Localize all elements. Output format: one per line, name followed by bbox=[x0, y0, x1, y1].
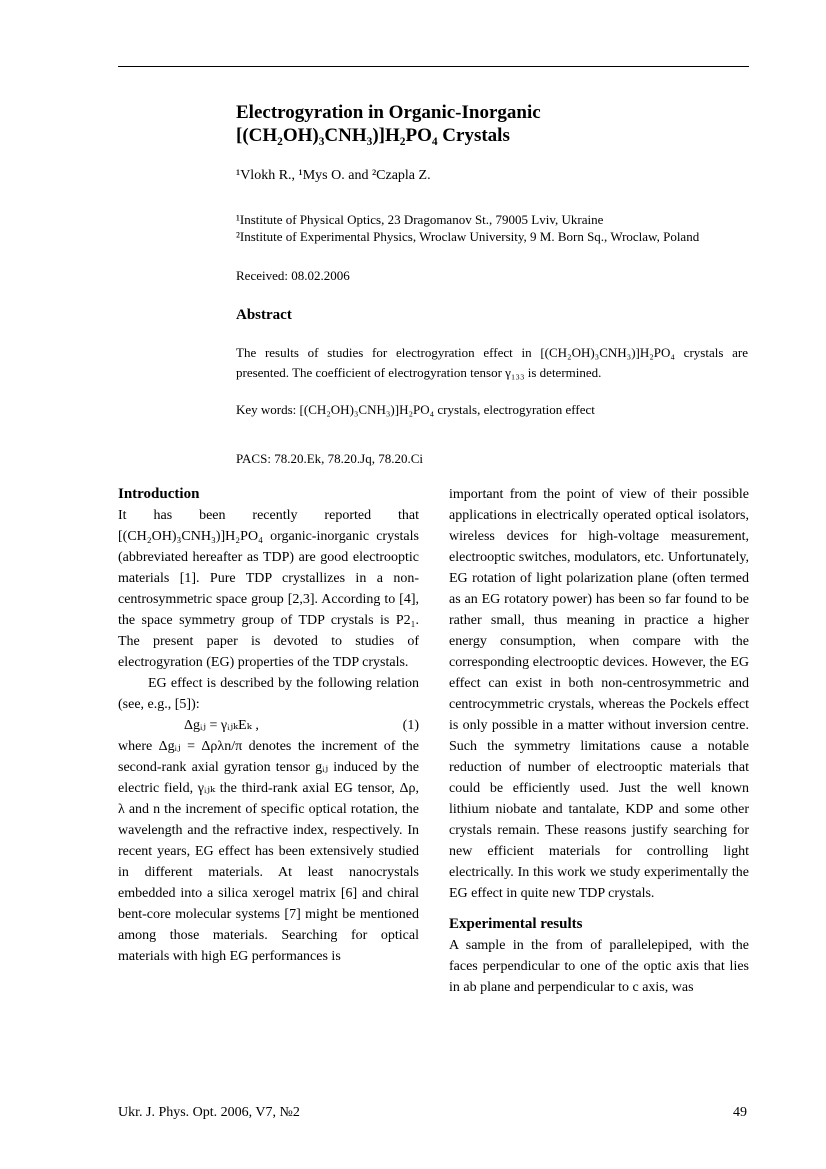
intro-paragraph-2: EG effect is described by the following relation (see, e.g., [5]): bbox=[118, 676, 419, 712]
header-rule bbox=[118, 66, 749, 67]
intro-paragraph-1: It has been recently reported that [(CH₂OH)₃CNH₃)]H₂PO₄ organic-inorganic crystals (abbreviated hereafter as TDP) are good electrooptic materials [1]. Pure TDP crystallizes in a non-centrosymmetric space group [2,3]. According to [4], the space symmetry group of TDP crystals is P2₁. The present paper is devoted to studies of electrogyration (EG) properties of the TDP crystals. bbox=[118, 508, 419, 670]
left-column bbox=[118, 484, 419, 967]
keywords: Key words: [(CH₂OH)₃CNH₃)]H₂PO₄ crystals, electrogyration effect bbox=[236, 402, 595, 417]
affiliation-2: ²Institute of Experimental Physics, Wroclaw University, 9 M. Born Sq., Wroclaw, Poland bbox=[236, 229, 700, 244]
journal-citation: Ukr. J. Phys. Opt. 2006, V7, №2 bbox=[118, 1105, 300, 1120]
page-number: 49 bbox=[733, 1105, 747, 1120]
title-line-2: [(CH₂OH)₃CNH₃)]H₂PO₄ Crystals bbox=[236, 125, 510, 146]
received-date: Received: 08.02.2006 bbox=[236, 268, 350, 283]
affiliation-1: ¹Institute of Physical Optics, 23 Dragomanov St., 79005 Lviv, Ukraine bbox=[236, 212, 604, 227]
equation-text: Δgᵢⱼ = γᵢⱼₖEₖ , bbox=[184, 718, 259, 733]
experimental-results-heading: Experimental results bbox=[449, 916, 583, 932]
abstract-text: The results of studies for electrogyration effect in [(CH₂OH)₃CNH₃)]H₂PO₄ crystals are presented. The coefficient of electrogyration tensor γ₁₃₃ is determined. bbox=[236, 345, 748, 380]
authors: ¹Vlokh R., ¹Mys O. and ²Czapla Z. bbox=[236, 168, 431, 183]
introduction-heading: Introduction bbox=[118, 486, 200, 502]
equation-number: (1) bbox=[402, 718, 419, 733]
title-line-1: Electrogyration in Organic-Inorganic bbox=[236, 102, 541, 123]
experimental-paragraph-1: A sample in the from of parallelepiped, with the faces perpendicular to one of the optic axis that lies in ab plane and perpendicular to c axis, was bbox=[449, 938, 749, 995]
pacs-codes: PACS: 78.20.Ek, 78.20.Jq, 78.20.Ci bbox=[236, 451, 423, 466]
equation-1 bbox=[118, 715, 419, 736]
intro-paragraph-3: where Δgᵢⱼ = Δρλn/π denotes the increment of the second-rank axial gyration tensor gᵢⱼ induced by the electric field, γᵢⱼₖ the third-rank axial EG tensor, Δρ, λ and n the increment of specific optical rotation, the wavelength and the refractive index, respectively. In recent years, EG effect has been extensively studied in different materials. At least nanocrystals embedded into a silica xerogel matrix [6] and chiral bent-core molecular systems [7] might be mentioned among those materials. Searching for optical materials with high EG performances is bbox=[118, 739, 419, 964]
right-column bbox=[449, 484, 749, 998]
abstract-heading: Abstract bbox=[236, 307, 292, 323]
right-paragraph-1: important from the point of view of their possible applications in electrically operated optical isolators, wireless devices for high-voltage measurement, electrooptic switches, modulators, etc. Unfortunately, EG rotation of light polarization plane (often termed as an EG rotatory power) has been so far found to be rather small, thus meaning in practice a higher energy consumption, when compare with the corresponding electrooptic devices. However, the EG effect can exist in both non-centrosymmetric and centrocymmetric crystals, whereas the Pockels effect is only possible in a matter without inversion centre. Such the symmetry limitations cause a notable reduction of number of electrooptic materials that could be efficiently used. Just the well known lithium niobate and tantalate, KDP and some other crystals remain. These reasons justify searching for new efficient materials for controlling light electrically. In this work we study experimentally the EG effect in quite new TDP crystals. bbox=[449, 487, 749, 901]
paper-title bbox=[236, 101, 541, 147]
affiliations bbox=[236, 211, 699, 245]
